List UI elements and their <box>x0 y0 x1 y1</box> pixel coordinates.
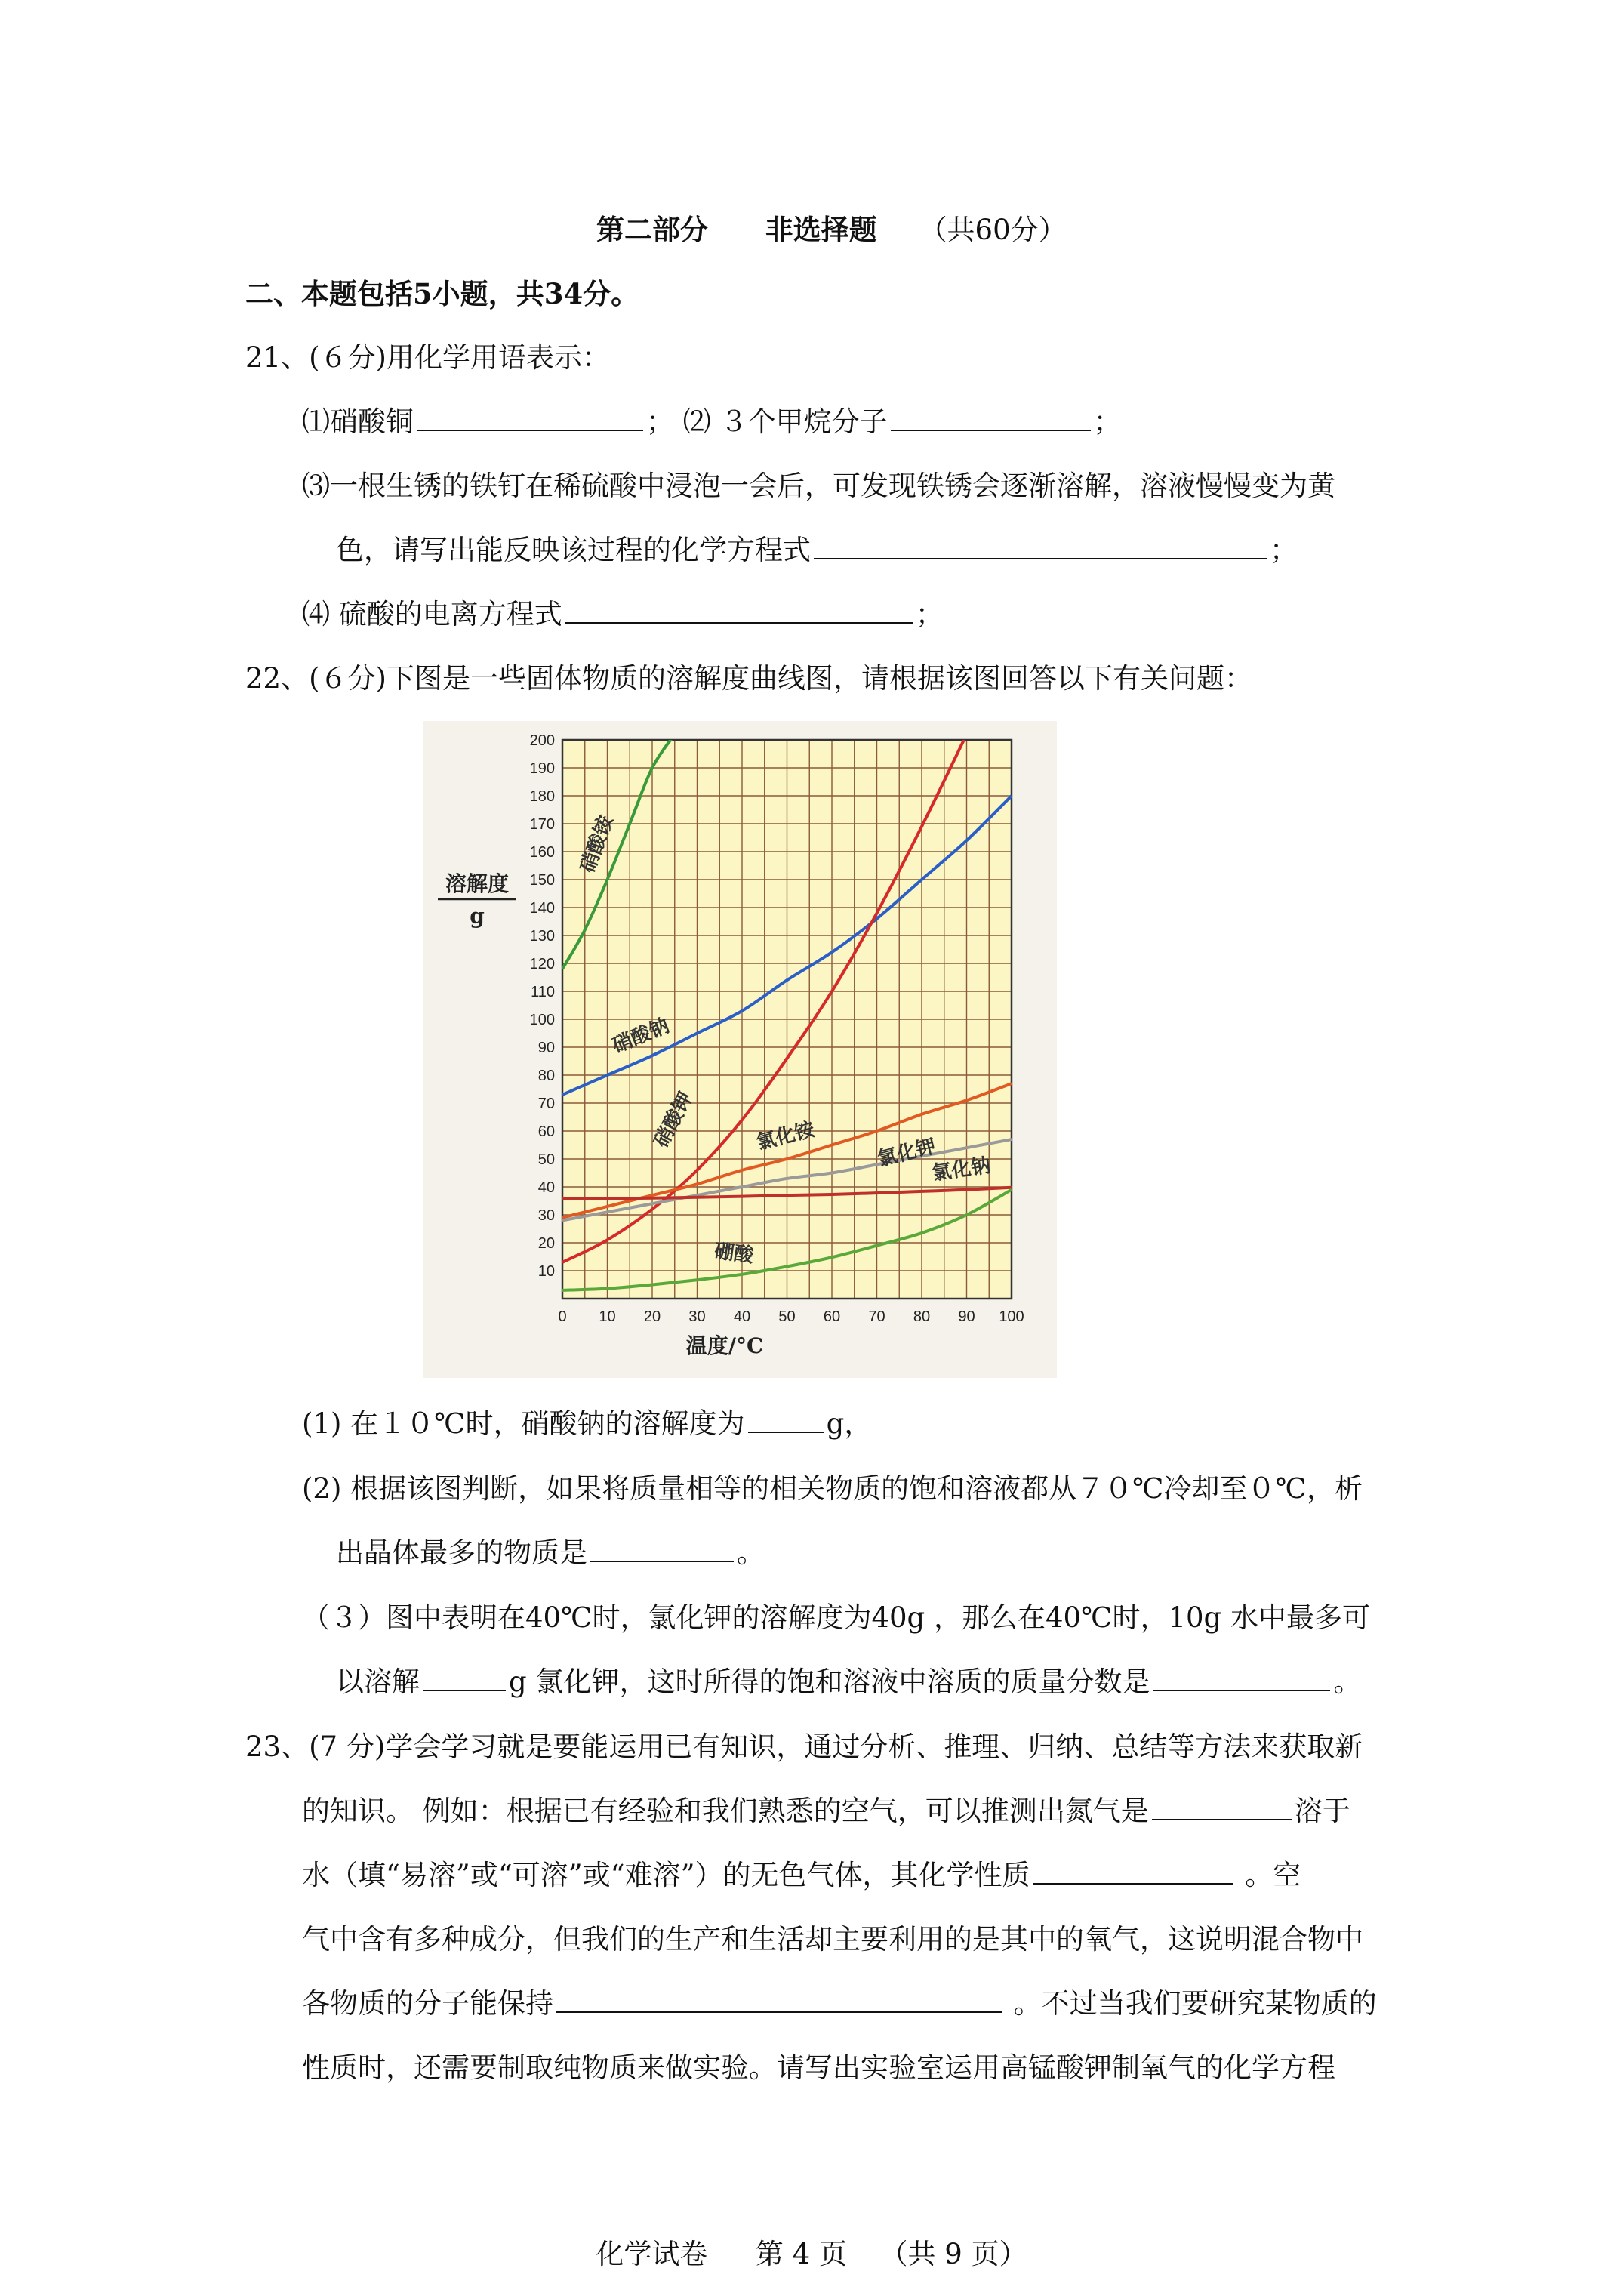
q23-line3 <box>302 1857 1301 1894</box>
q22-s2-label: 出晶体最多的物质是 <box>336 1536 587 1569</box>
y-tick-label: 140 <box>529 900 555 917</box>
footer-page: 第 4 页 <box>755 2238 847 2270</box>
answer-blank[interactable] <box>565 596 913 624</box>
series-label: 硝酸铵 <box>576 812 618 876</box>
y-tick-label: 10 <box>537 1263 555 1280</box>
y-tick-label: 110 <box>531 984 555 1000</box>
q22-s3-label: 以溶解 <box>336 1666 420 1698</box>
y-axis-unit: g <box>470 904 485 929</box>
q22-sub2-line2 <box>336 1535 765 1571</box>
q23-line6: 性质时，还需要制取纯物质来做实验。请写出实验室运用高锰酸钾制氧气的化学方程 <box>302 2051 1335 2084</box>
q23-l5-text: 各物质的分子能保持 <box>302 1987 553 2020</box>
x-tick-label: 80 <box>913 1308 931 1325</box>
x-tick-label: 60 <box>823 1308 841 1325</box>
q22-s1-label: (1) 在１０℃时，硝酸钠的溶解度为 <box>302 1407 745 1440</box>
q23-line1: 23、(7 分)学会学习就是要能运用已有知识，通过分析、推理、归纳、总结等方法来获取新 <box>245 1730 1363 1763</box>
q23-l2-tail: 溶于 <box>1294 1795 1350 1827</box>
q23-line5 <box>302 1986 1377 2022</box>
q21-p4-label: ⑷ 硫酸的电离方程式 <box>302 598 562 630</box>
x-axis-label: 温度/°C <box>685 1333 764 1358</box>
q21-part3-line2 <box>336 532 1298 569</box>
q21-stem: 21、(６分)用化学用语表示： <box>245 341 610 374</box>
x-tick-label: 10 <box>599 1308 616 1325</box>
y-tick-label: 190 <box>529 760 555 777</box>
q22-sub3-line2 <box>336 1664 1361 1700</box>
q22-sub1 <box>302 1406 872 1442</box>
answer-blank[interactable] <box>748 1406 824 1433</box>
period: 。 <box>737 1536 765 1569</box>
answer-blank[interactable] <box>417 404 643 431</box>
y-tick-label: 100 <box>529 1012 555 1028</box>
y-tick-label: 180 <box>529 788 555 805</box>
answer-blank[interactable] <box>891 404 1091 431</box>
q21-part3-line1: ⑶一根生锈的铁钉在稀硫酸中浸泡一会后，可发现铁锈会逐渐溶解，溶液慢慢变为黄 <box>302 470 1335 502</box>
y-tick-label: 70 <box>537 1096 555 1112</box>
footer-total: （共 9 页） <box>879 2238 1027 2270</box>
x-tick-label: 90 <box>958 1308 975 1325</box>
q21-p1-label: ⑴硝酸铜 <box>302 405 414 438</box>
y-tick-label: 40 <box>537 1179 555 1196</box>
section-heading: 二、本题包括5小题，共34分。 <box>245 277 639 310</box>
footer-subject: 化学试卷 <box>596 2238 708 2270</box>
q21-part4 <box>302 596 944 633</box>
q23-line4: 气中含有多种成分，但我们的生产和生活却主要利用的是其中的氧气，这说明混合物中 <box>302 1923 1363 1955</box>
y-tick-label: 20 <box>537 1235 555 1252</box>
q23-l2-text: 的知识。 例如：根据已有经验和我们熟悉的空气，可以推测出氮气是 <box>302 1795 1149 1827</box>
x-tick-label: 30 <box>688 1308 706 1325</box>
y-tick-label: 80 <box>537 1068 555 1084</box>
series-label: 氯化铵 <box>754 1118 818 1155</box>
series-label: 硝酸钠 <box>609 1014 673 1058</box>
solubility-chart <box>423 721 1057 1378</box>
y-axis-label: 溶解度 <box>445 871 510 896</box>
x-tick-label: 50 <box>778 1308 796 1325</box>
answer-blank[interactable] <box>1153 1664 1330 1691</box>
q22-sub2-line1: (2) 根据该图判断，如果将质量相等的相关物质的饱和溶液都从７０℃冷却至０℃，析 <box>302 1472 1363 1505</box>
y-tick-label: 60 <box>537 1123 555 1140</box>
series-label: 硼酸 <box>713 1239 756 1268</box>
answer-blank[interactable] <box>423 1664 506 1691</box>
x-tick-label: 20 <box>643 1308 661 1325</box>
series-label: 硝酸钾 <box>650 1088 698 1151</box>
semicolon: ； <box>1270 534 1298 566</box>
answer-blank[interactable] <box>556 1986 1002 2013</box>
q23-l3-text: 水（填“易溶”或“可溶”或“难溶”）的无色气体，其化学性质 <box>302 1859 1030 1891</box>
x-tick-label: 40 <box>733 1308 751 1325</box>
part-label: 第二部分 <box>596 213 708 246</box>
y-tick-label: 170 <box>529 816 555 833</box>
q21-p3-label: 色，请写出能反映该过程的化学方程式 <box>336 534 811 566</box>
answer-blank[interactable] <box>590 1535 734 1562</box>
y-tick-label: 90 <box>537 1040 555 1056</box>
series-label: 氯化钠 <box>930 1154 993 1185</box>
semicolon: ； <box>1093 405 1122 438</box>
period: 。 <box>1333 1666 1362 1698</box>
answer-blank[interactable] <box>1152 1793 1292 1820</box>
y-tick-label: 50 <box>537 1151 555 1168</box>
score-label: （共60分） <box>919 214 1067 246</box>
q23-line2 <box>302 1793 1350 1829</box>
unit-text: g， <box>826 1407 873 1440</box>
series-label: 氯化钾 <box>875 1135 938 1172</box>
q23-l3-tail: 。空 <box>1236 1859 1301 1891</box>
x-tick-label: 0 <box>558 1308 567 1325</box>
q23-l5-tail: 。不过当我们要研究某物质的 <box>1005 1987 1377 2020</box>
answer-blank[interactable] <box>1033 1857 1233 1885</box>
semicolon: ； <box>915 598 944 630</box>
q22-sub3-line1: （３）图中表明在40℃时，氯化钾的溶解度为40g ，那么在40℃时，10g 水中最多可 <box>302 1601 1370 1634</box>
page-footer <box>0 2231 1623 2272</box>
q21-part1 <box>302 404 1122 440</box>
answer-blank[interactable] <box>814 532 1267 559</box>
section-label: 非选择题 <box>765 213 877 246</box>
y-tick-label: 120 <box>529 956 555 972</box>
x-tick-label: 70 <box>868 1308 885 1325</box>
q22-stem: 22、(６分)下图是一些固体物质的溶解度曲线图，请根据该图回答以下有关问题： <box>245 662 1252 695</box>
y-tick-label: 160 <box>529 844 555 861</box>
x-tick-label: 100 <box>999 1308 1024 1325</box>
q22-s3-label2: g 氯化钾，这时所得的饱和溶液中溶质的质量分数是 <box>509 1666 1150 1698</box>
y-tick-label: 200 <box>529 732 555 749</box>
y-tick-label: 150 <box>529 872 555 889</box>
section-title <box>596 211 1067 248</box>
y-tick-label: 130 <box>529 928 555 945</box>
y-tick-label: 30 <box>537 1207 555 1224</box>
q21-p2-label: ； ⑵ ３个甲烷分子 <box>646 405 888 438</box>
